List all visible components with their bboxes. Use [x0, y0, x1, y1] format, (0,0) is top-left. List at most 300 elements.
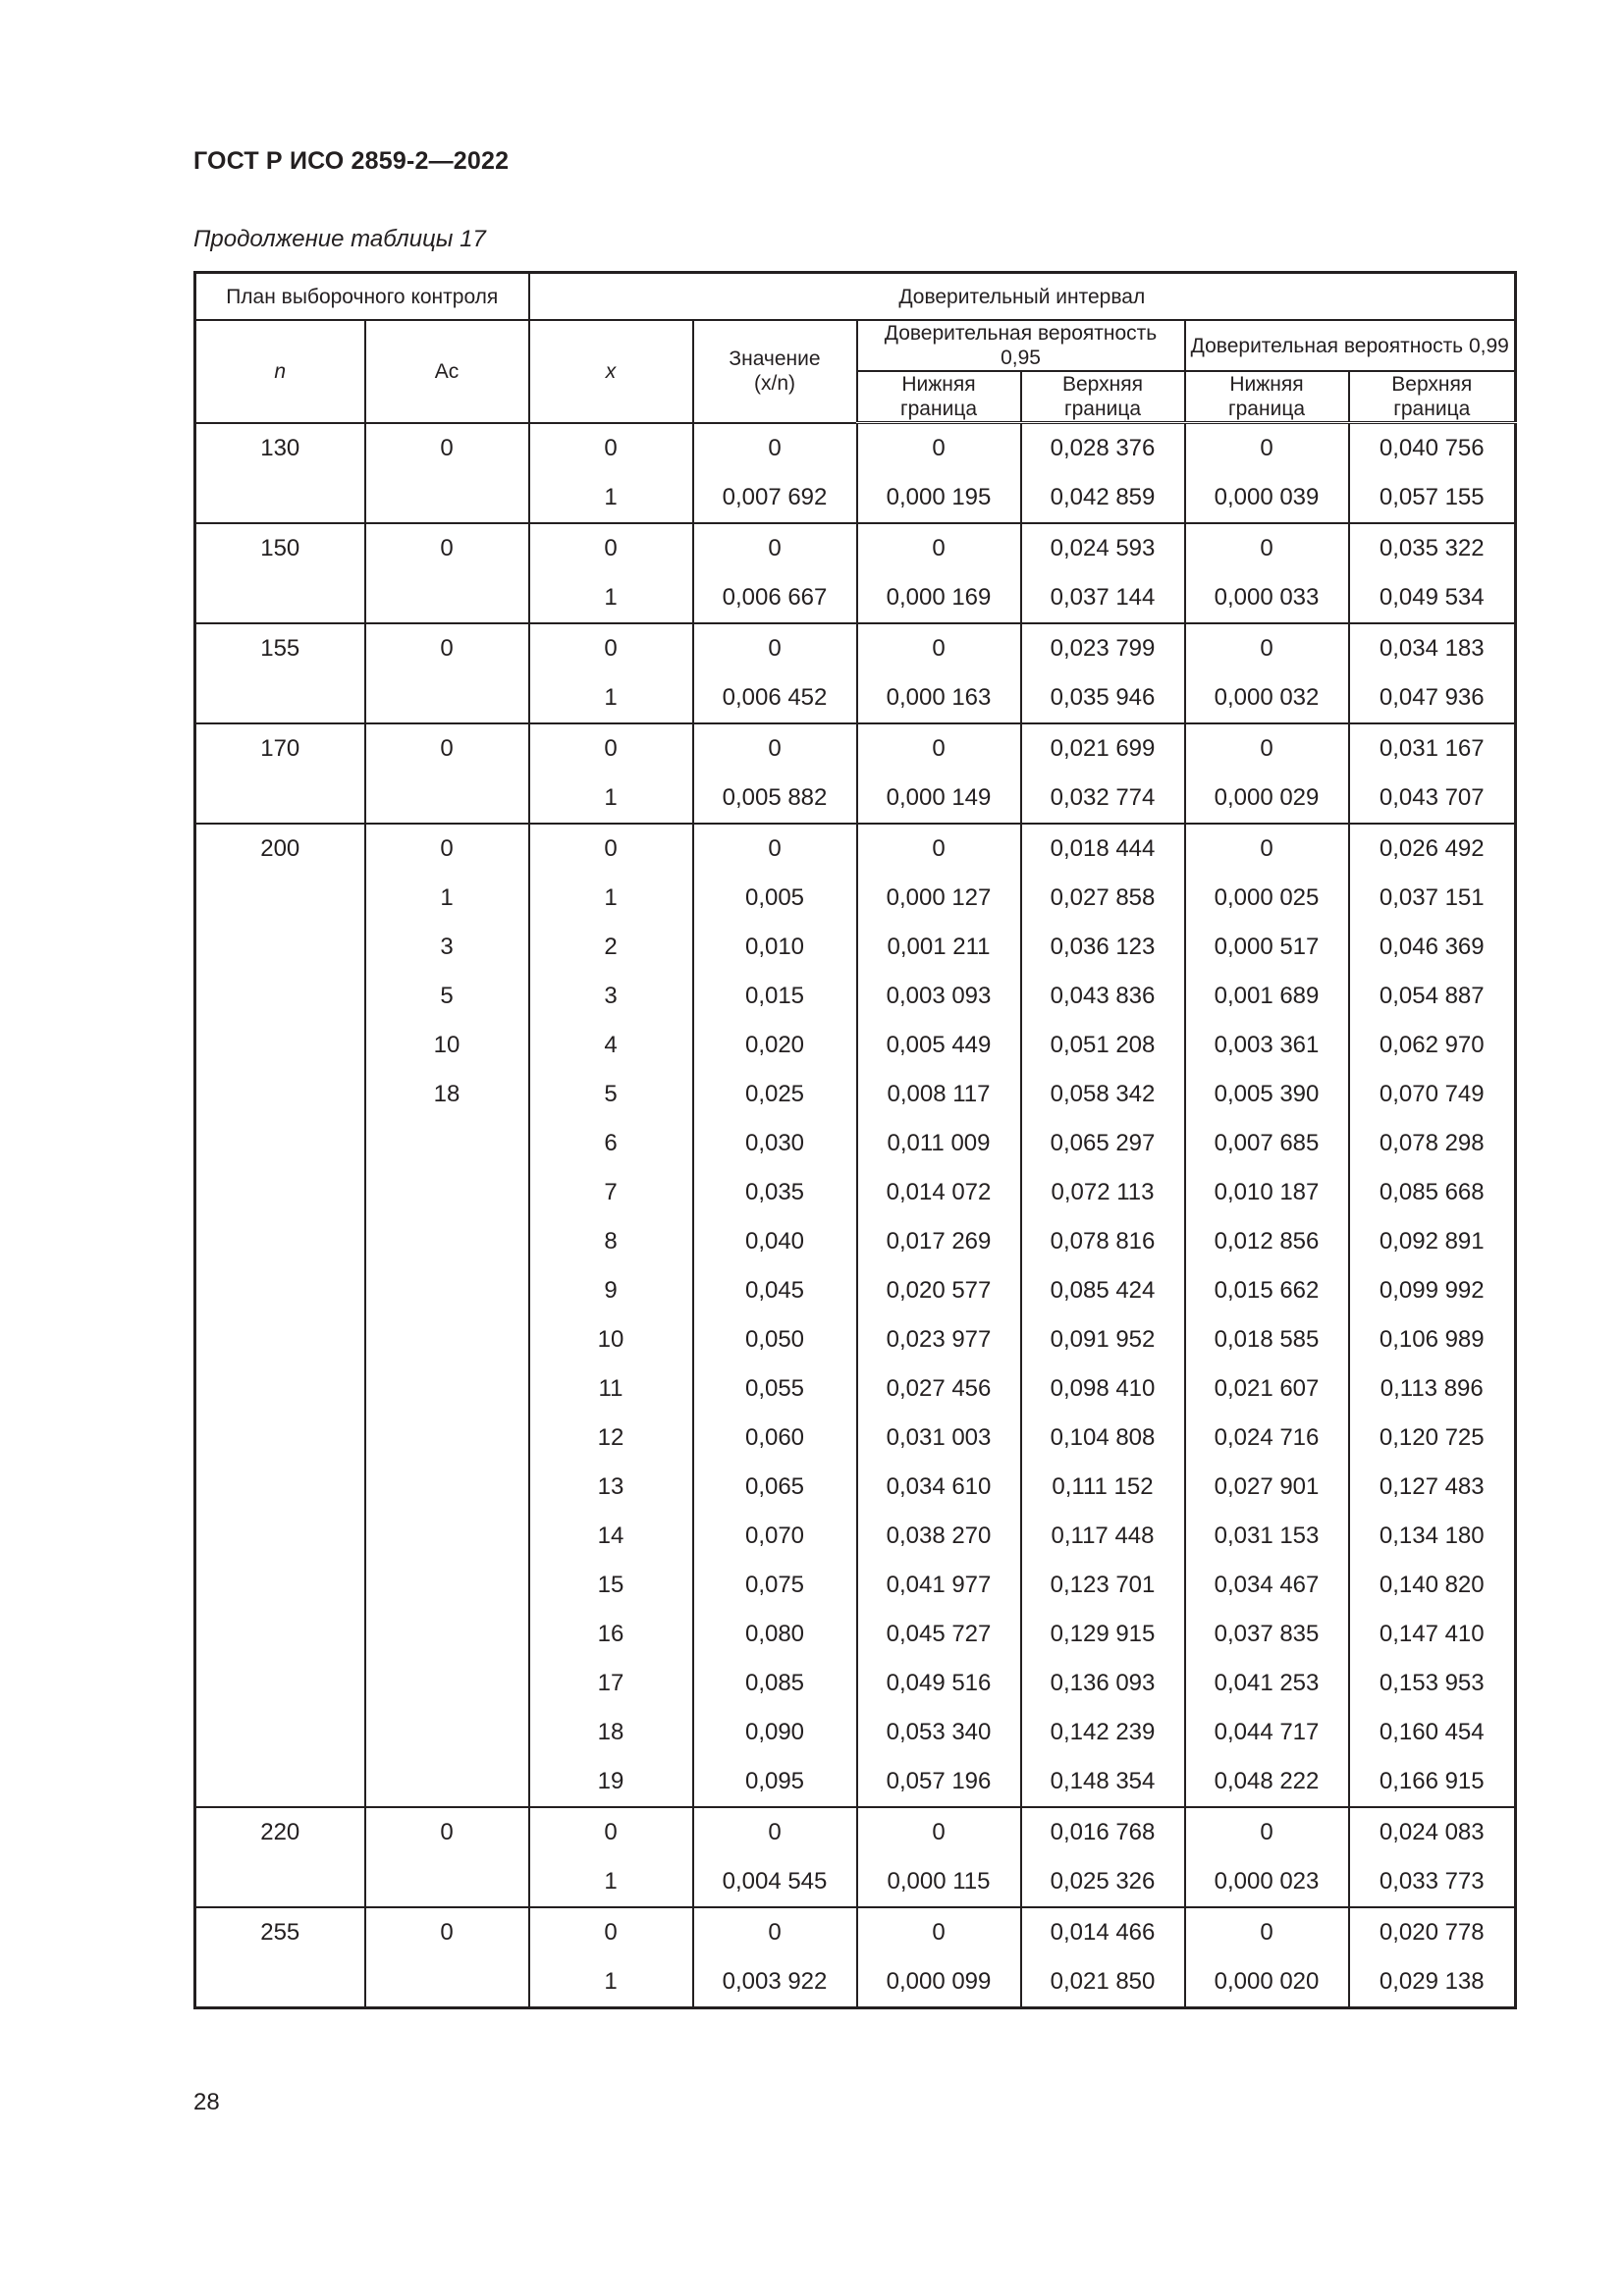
- table-cell: 0: [857, 723, 1021, 774]
- table-cell: 0,065 297: [1021, 1119, 1185, 1168]
- table-row: [195, 1021, 1516, 1070]
- table-cell: 0,003 093: [857, 972, 1021, 1021]
- table-cell: 0,027 858: [1021, 874, 1185, 923]
- table-cell: 0,000 163: [857, 673, 1021, 723]
- table-cell: 0,031 153: [1185, 1512, 1349, 1561]
- table-cell: 0,041 253: [1185, 1659, 1349, 1708]
- table-cell: [195, 972, 365, 1021]
- table-cell: 1: [365, 874, 529, 923]
- table-cell: 0,034 610: [857, 1463, 1021, 1512]
- table-cell: 0,017 269: [857, 1217, 1021, 1266]
- table-cell: 0,095: [693, 1757, 857, 1807]
- table-cell: 0,000 033: [1185, 573, 1349, 623]
- table-cell: 0,005: [693, 874, 857, 923]
- table-row: [195, 1168, 1516, 1217]
- table-cell: 0,000 020: [1185, 1957, 1349, 2008]
- table-cell: 19: [529, 1757, 693, 1807]
- table-cell: 0,008 117: [857, 1070, 1021, 1119]
- table-cell: 0,035 322: [1349, 523, 1516, 573]
- table-row: [195, 673, 1516, 723]
- table-cell: 0: [1185, 423, 1349, 474]
- table-cell: 12: [529, 1414, 693, 1463]
- table-cell: 0,045 727: [857, 1610, 1021, 1659]
- table-cell: 0,025: [693, 1070, 857, 1119]
- table-cell: 0,005 449: [857, 1021, 1021, 1070]
- table-cell: 0,040: [693, 1217, 857, 1266]
- table-cell: [365, 473, 529, 523]
- table-caption: Продолжение таблицы 17: [193, 226, 486, 252]
- document-title: ГОСТ Р ИСО 2859-2—2022: [193, 147, 510, 175]
- table-cell: 0,092 891: [1349, 1217, 1516, 1266]
- table-cell: 5: [365, 972, 529, 1021]
- table-cell: [195, 1957, 365, 2008]
- table-cell: 0,129 915: [1021, 1610, 1185, 1659]
- table-cell: 0,054 887: [1349, 972, 1516, 1021]
- table-cell: 0,028 376: [1021, 423, 1185, 474]
- table-cell: 0,005 390: [1185, 1070, 1349, 1119]
- table-cell: 0,065: [693, 1463, 857, 1512]
- table-cell: 0: [857, 1907, 1021, 1957]
- table-cell: [365, 1957, 529, 2008]
- table-cell: 0: [857, 623, 1021, 673]
- table-row: [195, 1463, 1516, 1512]
- table-cell: [195, 673, 365, 723]
- table-row: [195, 723, 1516, 774]
- table-cell: 0,004 545: [693, 1857, 857, 1907]
- table-cell: 0: [1185, 623, 1349, 673]
- table-cell: [365, 1315, 529, 1364]
- table-cell: 0,113 896: [1349, 1364, 1516, 1414]
- table-cell: [195, 1512, 365, 1561]
- header-sampling-plan: План выборочного контроля: [195, 273, 529, 321]
- table-cell: 0,053 340: [857, 1708, 1021, 1757]
- table-cell: [365, 1659, 529, 1708]
- table-cell: 130: [195, 423, 365, 474]
- table-cell: 0,000 115: [857, 1857, 1021, 1907]
- table-cell: 1: [529, 473, 693, 523]
- table-cell: 0,027 901: [1185, 1463, 1349, 1512]
- header-lower-95: Нижняя граница: [857, 371, 1021, 423]
- table-cell: 0: [857, 423, 1021, 474]
- header-ac: Ac: [365, 320, 529, 423]
- header-prob-99: Доверительная вероятность 0,99: [1185, 320, 1516, 371]
- table-cell: 7: [529, 1168, 693, 1217]
- table-cell: [365, 1119, 529, 1168]
- table-cell: [365, 1266, 529, 1315]
- table-cell: [195, 1266, 365, 1315]
- table-cell: 0,153 953: [1349, 1659, 1516, 1708]
- table-cell: 0,010 187: [1185, 1168, 1349, 1217]
- table-cell: 0,120 725: [1349, 1414, 1516, 1463]
- table-cell: 0: [693, 1907, 857, 1957]
- table-cell: 0,032 774: [1021, 774, 1185, 824]
- table-cell: 0,123 701: [1021, 1561, 1185, 1610]
- table-cell: 0,027 456: [857, 1364, 1021, 1414]
- table-cell: 0: [529, 523, 693, 573]
- table-row: [195, 1364, 1516, 1414]
- table-cell: 0,000 025: [1185, 874, 1349, 923]
- table-cell: 0,078 298: [1349, 1119, 1516, 1168]
- table-cell: 6: [529, 1119, 693, 1168]
- table-cell: 0,015: [693, 972, 857, 1021]
- table-cell: 0,085: [693, 1659, 857, 1708]
- table-cell: 0,021 607: [1185, 1364, 1349, 1414]
- table-cell: 0,000 029: [1185, 774, 1349, 824]
- table-cell: 2: [529, 923, 693, 972]
- table-cell: 0,127 483: [1349, 1463, 1516, 1512]
- table-cell: [365, 1757, 529, 1807]
- table-cell: 0: [693, 623, 857, 673]
- table-cell: 0,057 196: [857, 1757, 1021, 1807]
- table-cell: 0,023 977: [857, 1315, 1021, 1364]
- table-cell: 0,037 144: [1021, 573, 1185, 623]
- header-lower-99: Нижняя граница: [1185, 371, 1349, 423]
- table-cell: 0,085 424: [1021, 1266, 1185, 1315]
- table-cell: 0,043 836: [1021, 972, 1185, 1021]
- table-cell: [365, 1463, 529, 1512]
- table-cell: 0,091 952: [1021, 1315, 1185, 1364]
- header-upper-95: Верхняя граница: [1021, 371, 1185, 423]
- table-row: [195, 874, 1516, 923]
- table-cell: 0,049 534: [1349, 573, 1516, 623]
- header-value-formula: (x/n): [754, 372, 795, 396]
- table-cell: 3: [365, 923, 529, 972]
- table-cell: 0,049 516: [857, 1659, 1021, 1708]
- table-cell: 4: [529, 1021, 693, 1070]
- table-cell: 0,136 093: [1021, 1659, 1185, 1708]
- table-cell: 0: [529, 824, 693, 874]
- table-cell: 0: [693, 523, 857, 573]
- table-cell: 0,014 466: [1021, 1907, 1185, 1957]
- table-cell: [195, 1364, 365, 1414]
- table-cell: [195, 923, 365, 972]
- table-cell: [365, 1610, 529, 1659]
- table-cell: 155: [195, 623, 365, 673]
- table-cell: 0,025 326: [1021, 1857, 1185, 1907]
- table-cell: 0: [693, 423, 857, 474]
- table-cell: 10: [529, 1315, 693, 1364]
- table-row: [195, 1561, 1516, 1610]
- table-cell: 0,020 577: [857, 1266, 1021, 1315]
- table-cell: 0,048 222: [1185, 1757, 1349, 1807]
- table-cell: 0,040 756: [1349, 423, 1516, 474]
- table-cell: 0,000 517: [1185, 923, 1349, 972]
- table-cell: 1: [529, 874, 693, 923]
- table-row: [195, 1070, 1516, 1119]
- table-cell: 0,062 970: [1349, 1021, 1516, 1070]
- table-cell: 0,038 270: [857, 1512, 1021, 1561]
- table-cell: [195, 1070, 365, 1119]
- table-row: [195, 623, 1516, 673]
- table-row: [195, 824, 1516, 874]
- table-cell: 220: [195, 1807, 365, 1857]
- table-cell: [195, 1217, 365, 1266]
- table-cell: 18: [529, 1708, 693, 1757]
- page-number: 28: [193, 2089, 220, 2115]
- table-cell: 0,117 448: [1021, 1512, 1185, 1561]
- table-cell: 0,148 354: [1021, 1757, 1185, 1807]
- table-row: [195, 1217, 1516, 1266]
- table-cell: 0,033 773: [1349, 1857, 1516, 1907]
- table-cell: 0,045: [693, 1266, 857, 1315]
- table-cell: 0,003 922: [693, 1957, 857, 2008]
- table-cell: 1: [529, 1957, 693, 2008]
- table-cell: 0,035 946: [1021, 673, 1185, 723]
- table-cell: 0,012 856: [1185, 1217, 1349, 1266]
- table-cell: [365, 1168, 529, 1217]
- table-cell: [195, 1757, 365, 1807]
- table-cell: [365, 573, 529, 623]
- table-cell: 0,041 977: [857, 1561, 1021, 1610]
- table-cell: 0,070: [693, 1512, 857, 1561]
- table-cell: 1: [529, 1857, 693, 1907]
- table-cell: [195, 573, 365, 623]
- table-cell: 0: [857, 824, 1021, 874]
- table-row: [195, 923, 1516, 972]
- table-row: [195, 972, 1516, 1021]
- table-cell: 0: [529, 423, 693, 474]
- header-upper-99: Верхняя граница: [1349, 371, 1516, 423]
- table-cell: 0: [1185, 824, 1349, 874]
- header-value: [693, 320, 857, 423]
- table-cell: 0,075: [693, 1561, 857, 1610]
- table-cell: 0,024 716: [1185, 1414, 1349, 1463]
- table-row: [195, 1957, 1516, 2008]
- table-cell: 0,111 152: [1021, 1463, 1185, 1512]
- table-cell: 0,037 835: [1185, 1610, 1349, 1659]
- table-cell: 0: [365, 824, 529, 874]
- table-cell: 0: [529, 1907, 693, 1957]
- table-cell: 10: [365, 1021, 529, 1070]
- header-value-label: Значение: [729, 347, 821, 371]
- table-cell: 170: [195, 723, 365, 774]
- table-cell: 1: [529, 673, 693, 723]
- table-cell: 0: [1185, 723, 1349, 774]
- table-row: [195, 1659, 1516, 1708]
- confidence-interval-table: [193, 271, 1517, 2009]
- table-cell: 0,134 180: [1349, 1512, 1516, 1561]
- table-cell: 0,007 685: [1185, 1119, 1349, 1168]
- table-cell: 0,030: [693, 1119, 857, 1168]
- table-cell: 0: [365, 1807, 529, 1857]
- table-cell: [195, 1414, 365, 1463]
- table-cell: 0: [693, 1807, 857, 1857]
- table-cell: 0,010: [693, 923, 857, 972]
- table-cell: [195, 1659, 365, 1708]
- table-cell: 0,014 072: [857, 1168, 1021, 1217]
- table-cell: [195, 1315, 365, 1364]
- table-cell: 9: [529, 1266, 693, 1315]
- table-row: [195, 573, 1516, 623]
- header-prob-95: Доверительная вероятность 0,95: [857, 320, 1185, 371]
- table-cell: 0,142 239: [1021, 1708, 1185, 1757]
- table-cell: 0,029 138: [1349, 1957, 1516, 2008]
- table-body: [195, 423, 1516, 2008]
- table-cell: [195, 473, 365, 523]
- table-cell: 1: [529, 774, 693, 824]
- table-cell: 200: [195, 824, 365, 874]
- table-cell: [195, 1561, 365, 1610]
- table-cell: 15: [529, 1561, 693, 1610]
- table-cell: 0: [1185, 523, 1349, 573]
- table-cell: 0,047 936: [1349, 673, 1516, 723]
- table-cell: 0,000 195: [857, 473, 1021, 523]
- table-cell: 0,046 369: [1349, 923, 1516, 972]
- table-cell: 8: [529, 1217, 693, 1266]
- table-cell: 0,016 768: [1021, 1807, 1185, 1857]
- table-cell: 0: [365, 523, 529, 573]
- table-cell: 0,000 099: [857, 1957, 1021, 2008]
- table-cell: 16: [529, 1610, 693, 1659]
- table-cell: 0: [857, 523, 1021, 573]
- table-cell: 0,000 032: [1185, 673, 1349, 723]
- table-cell: 0: [1185, 1907, 1349, 1957]
- table-cell: [365, 1364, 529, 1414]
- table-cell: 0: [693, 824, 857, 874]
- table-row: [195, 774, 1516, 824]
- table-cell: 0,036 123: [1021, 923, 1185, 972]
- table-cell: 255: [195, 1907, 365, 1957]
- table-cell: 0,020 778: [1349, 1907, 1516, 1957]
- table-row: [195, 473, 1516, 523]
- table-cell: 0: [365, 1907, 529, 1957]
- table-cell: 0,070 749: [1349, 1070, 1516, 1119]
- table-cell: 0,042 859: [1021, 473, 1185, 523]
- table-cell: 0: [529, 623, 693, 673]
- table-cell: 0: [693, 723, 857, 774]
- table-cell: 0: [365, 623, 529, 673]
- table-cell: 0,000 149: [857, 774, 1021, 824]
- table-cell: 17: [529, 1659, 693, 1708]
- table-cell: 0,034 183: [1349, 623, 1516, 673]
- table-cell: 0,099 992: [1349, 1266, 1516, 1315]
- table-cell: 0,003 361: [1185, 1021, 1349, 1070]
- table-cell: 0,098 410: [1021, 1364, 1185, 1414]
- table-cell: 0,055: [693, 1364, 857, 1414]
- table-cell: 0,021 699: [1021, 723, 1185, 774]
- table-cell: 0,044 717: [1185, 1708, 1349, 1757]
- table-cell: [365, 673, 529, 723]
- table-cell: 0,018 585: [1185, 1315, 1349, 1364]
- table-cell: 0,021 850: [1021, 1957, 1185, 2008]
- table-cell: 0,007 692: [693, 473, 857, 523]
- table-cell: [195, 1610, 365, 1659]
- table-cell: 3: [529, 972, 693, 1021]
- table-cell: 0,106 989: [1349, 1315, 1516, 1364]
- table-row: [195, 1315, 1516, 1364]
- table-cell: 1: [529, 573, 693, 623]
- table-cell: 0,005 882: [693, 774, 857, 824]
- table-cell: 0,060: [693, 1414, 857, 1463]
- table-cell: 0,058 342: [1021, 1070, 1185, 1119]
- table-row: [195, 1757, 1516, 1807]
- table-cell: 0,031 167: [1349, 723, 1516, 774]
- table-cell: 0,080: [693, 1610, 857, 1659]
- table-cell: 0,050: [693, 1315, 857, 1364]
- table-cell: 0,026 492: [1349, 824, 1516, 874]
- table-cell: 0,018 444: [1021, 824, 1185, 874]
- table-cell: [195, 1708, 365, 1757]
- table-row: [195, 1807, 1516, 1857]
- table-cell: 0,023 799: [1021, 623, 1185, 673]
- table-cell: 0,001 211: [857, 923, 1021, 972]
- table-cell: [195, 1463, 365, 1512]
- header-x: x: [529, 320, 693, 423]
- table-cell: 0,072 113: [1021, 1168, 1185, 1217]
- table-row: [195, 523, 1516, 573]
- table-cell: 0,057 155: [1349, 473, 1516, 523]
- table-cell: 0,043 707: [1349, 774, 1516, 824]
- table-cell: 0,166 915: [1349, 1757, 1516, 1807]
- table-cell: 0,024 593: [1021, 523, 1185, 573]
- table-cell: [365, 1217, 529, 1266]
- table-cell: 0: [365, 723, 529, 774]
- table-cell: [365, 1708, 529, 1757]
- table-cell: [195, 774, 365, 824]
- table-cell: 14: [529, 1512, 693, 1561]
- table-cell: 150: [195, 523, 365, 573]
- table-cell: 0: [529, 1807, 693, 1857]
- table-row: [195, 1119, 1516, 1168]
- table-cell: 0: [365, 423, 529, 474]
- table-cell: [365, 1414, 529, 1463]
- table-cell: 0,104 808: [1021, 1414, 1185, 1463]
- table-cell: 0,024 083: [1349, 1807, 1516, 1857]
- table-cell: 0: [857, 1807, 1021, 1857]
- table-cell: 0,006 667: [693, 573, 857, 623]
- table-cell: 18: [365, 1070, 529, 1119]
- table-row: [195, 1266, 1516, 1315]
- table-cell: [195, 1119, 365, 1168]
- table-cell: 0,020: [693, 1021, 857, 1070]
- table-cell: 0,000 127: [857, 874, 1021, 923]
- table-row: [195, 1708, 1516, 1757]
- table-cell: 0,051 208: [1021, 1021, 1185, 1070]
- table-row: [195, 1610, 1516, 1659]
- table-cell: 0,085 668: [1349, 1168, 1516, 1217]
- table-cell: [195, 1021, 365, 1070]
- table-cell: [365, 1512, 529, 1561]
- table-cell: 13: [529, 1463, 693, 1512]
- table-cell: 0,034 467: [1185, 1561, 1349, 1610]
- table-cell: 0: [529, 723, 693, 774]
- table-cell: 0,000 023: [1185, 1857, 1349, 1907]
- header-confidence-interval: Доверительный интервал: [529, 273, 1516, 321]
- table-row: [195, 1857, 1516, 1907]
- table-cell: [195, 1857, 365, 1907]
- table-cell: 0: [1185, 1807, 1349, 1857]
- table-cell: [195, 1168, 365, 1217]
- table-cell: 0,015 662: [1185, 1266, 1349, 1315]
- table-cell: 0,001 689: [1185, 972, 1349, 1021]
- table-cell: 11: [529, 1364, 693, 1414]
- table-row: [195, 1414, 1516, 1463]
- table-row: [195, 423, 1516, 474]
- table-cell: 0,000 039: [1185, 473, 1349, 523]
- table-cell: 0,140 820: [1349, 1561, 1516, 1610]
- table-cell: [195, 874, 365, 923]
- table-cell: [365, 1857, 529, 1907]
- table-row: [195, 1907, 1516, 1957]
- table-cell: 0,160 454: [1349, 1708, 1516, 1757]
- table-cell: [365, 774, 529, 824]
- table-cell: 0,037 151: [1349, 874, 1516, 923]
- table-cell: 0,031 003: [857, 1414, 1021, 1463]
- table-row: [195, 1512, 1516, 1561]
- table-cell: 0,011 009: [857, 1119, 1021, 1168]
- table-cell: 0,090: [693, 1708, 857, 1757]
- table-cell: 0,078 816: [1021, 1217, 1185, 1266]
